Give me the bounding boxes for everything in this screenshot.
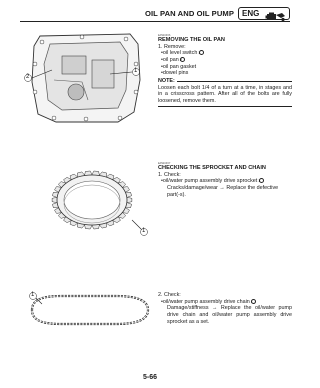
section-2-bullet: •oil/water pump assembly drive sprocket 1 xyxy=(158,178,292,185)
section-3-detail: Damage/stiffness → Replace the oil/water pump drive chain and oil/water pump assembly drive sprocket as a set. xyxy=(167,305,292,325)
bullet-text: oil/water pump assembly drive chain xyxy=(162,298,250,305)
engine-icon xyxy=(265,9,287,27)
drive-chain-illustration xyxy=(22,290,156,330)
bullet-text: dowel pins xyxy=(162,70,189,77)
section-3-bullet: •oil/water pump assembly drive chain 1 xyxy=(158,299,292,306)
page-header-title: OIL PAN AND OIL PUMP xyxy=(144,9,234,18)
sprocket-illustration xyxy=(36,164,152,240)
section-1-bullet-1: •oil level switch 1 xyxy=(158,50,292,57)
figure-3-callout-1: 1 xyxy=(31,292,35,298)
section-2-title: CHECKING THE SPROCKET AND CHAIN xyxy=(158,165,266,171)
badge-label: ENG xyxy=(242,9,260,18)
reference-marker: 1 xyxy=(259,178,264,183)
reference-marker: 2 xyxy=(180,57,185,62)
note-rule xyxy=(177,81,292,82)
section-2-mark: EAS00367 xyxy=(158,162,171,165)
section-1-bullet-3: •oil pan gasket xyxy=(161,63,197,70)
reference-marker: 1 xyxy=(251,299,256,304)
section-2-detail: Cracks/damage/wear → Replace the defective part(-s). xyxy=(167,184,279,198)
figure-2-callout-1: 1 xyxy=(142,228,146,234)
sprocket-tooth xyxy=(127,197,132,202)
page-number: 5-66 xyxy=(142,374,157,381)
section-1-bullet-4: •dowel pins xyxy=(161,70,189,77)
section-2-step: 1. Check: xyxy=(158,171,181,178)
note-end-rule xyxy=(158,106,292,107)
section-checking-chain xyxy=(158,292,292,325)
note-label: NOTE: xyxy=(158,77,175,84)
section-3-step: 2. Check: xyxy=(158,292,181,298)
header-rule xyxy=(20,21,290,22)
bullet-text: oil pan xyxy=(162,57,179,64)
section-1-mark: EAS00366 xyxy=(158,34,171,37)
section-1-step: 1. Remove: xyxy=(158,43,186,50)
section-checking-sprocket xyxy=(158,162,292,198)
note-text: Loosen each bolt 1/4 of a turn at a time, in stages and in a crisscross pattern. After all of the bolts are fully loosened, remove them. xyxy=(158,84,292,104)
sprocket-tooth xyxy=(52,197,57,202)
section-1-title: REMOVING THE OIL PAN xyxy=(158,37,225,43)
bullet-text: oil pan gasket xyxy=(162,63,197,70)
engine-section-badge xyxy=(238,7,290,20)
bullet-text: oil/water pump assembly drive sprocket xyxy=(162,178,258,185)
reference-marker: 1 xyxy=(199,50,204,55)
section-1-bullet-2: •oil pan 2 xyxy=(158,57,292,64)
figure-1-callout-1: 1 xyxy=(134,68,138,74)
oil-pan-illustration xyxy=(22,30,150,126)
section-removing-oil-pan xyxy=(158,34,292,107)
note-header xyxy=(158,78,292,85)
figure-1-callout-2: 2 xyxy=(26,74,30,80)
bullet-text: oil level switch xyxy=(162,50,198,57)
